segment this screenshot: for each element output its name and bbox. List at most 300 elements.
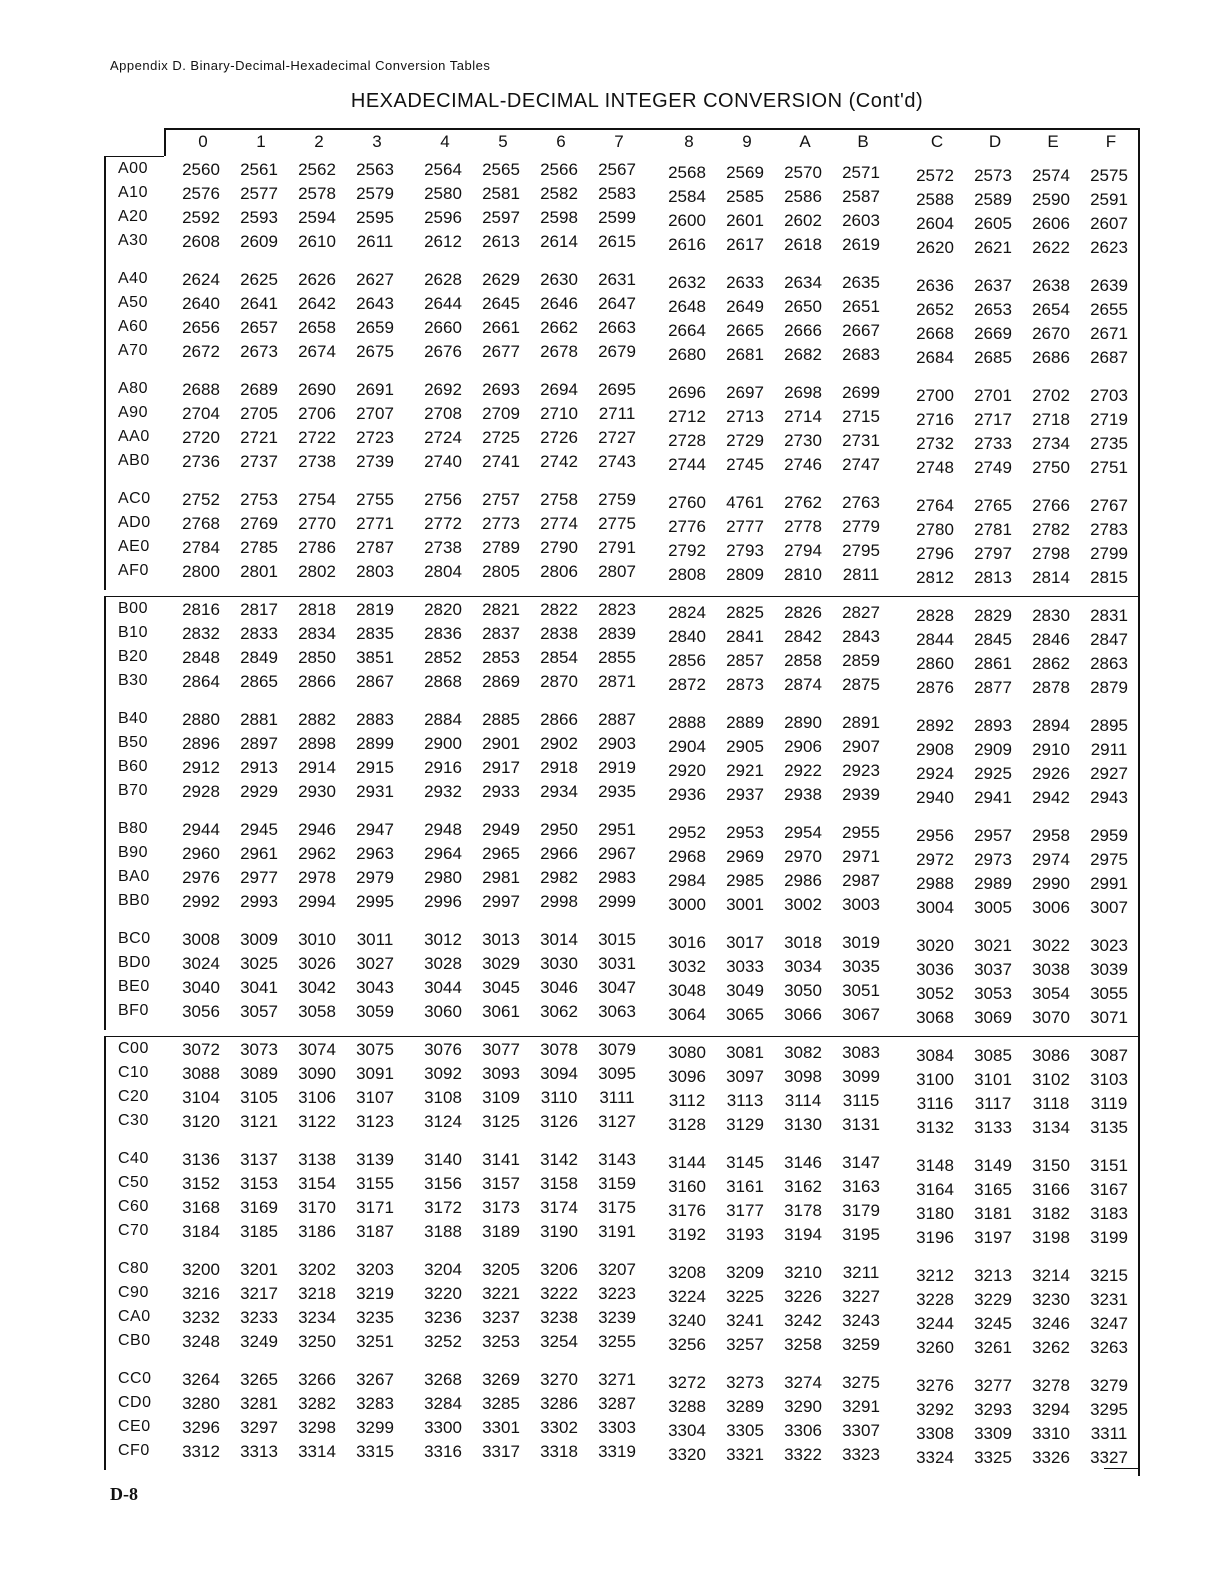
table-cell: 3174 — [540, 1198, 578, 1217]
table-cell: 2936 — [668, 785, 706, 804]
table-cell: 2994 — [298, 892, 336, 911]
table-cell: 2932 — [424, 782, 462, 801]
table-cell: 3301 — [482, 1418, 520, 1437]
table-cell: 3229 — [974, 1290, 1012, 1309]
table-cell: 3133 — [974, 1118, 1012, 1137]
table-cell: 2892 — [916, 716, 954, 735]
row-label: C00 — [118, 1040, 149, 1057]
table-cell: 2730 — [784, 431, 822, 450]
table-cell: 2928 — [182, 782, 220, 801]
table-cell: 2582 — [540, 184, 578, 203]
row-label: CD0 — [118, 1394, 152, 1411]
table-cell: 2848 — [182, 648, 220, 667]
table-cell: 2865 — [240, 672, 278, 691]
table-cell: 2975 — [1090, 850, 1128, 869]
table-cell: 2675 — [356, 342, 394, 361]
table-cell: 2915 — [356, 758, 394, 777]
table-cell: 2599 — [598, 208, 636, 227]
table-cell: 2686 — [1032, 348, 1070, 367]
table-cell: 3181 — [974, 1204, 1012, 1223]
table-cell: 3032 — [668, 957, 706, 976]
row-label: B00 — [118, 600, 148, 617]
table-cell: 2628 — [424, 270, 462, 289]
table-cell: 2623 — [1090, 238, 1128, 257]
table-cell: 2866 — [298, 672, 336, 691]
conversion-table — [104, 128, 1140, 1476]
table-cell: 3274 — [784, 1373, 822, 1392]
table-cell: 3211 — [842, 1263, 880, 1282]
table-cell: 2993 — [240, 892, 278, 911]
table-cell: 3144 — [668, 1153, 706, 1172]
table-cell: 2696 — [668, 383, 706, 402]
table-cell: 2900 — [424, 734, 462, 753]
table-cell: 2835 — [356, 624, 394, 643]
table-cell: 3073 — [240, 1040, 278, 1059]
table-cell: 2700 — [916, 386, 954, 405]
table-cell: 2725 — [482, 428, 520, 447]
table-cell: 3243 — [842, 1311, 880, 1330]
table-cell: 2571 — [842, 163, 880, 182]
table-cell: 2979 — [356, 868, 394, 887]
table-cell: 2657 — [240, 318, 278, 337]
table-cell: 3130 — [784, 1115, 822, 1134]
table-cell: 2752 — [182, 490, 220, 509]
table-cell: 2841 — [726, 627, 764, 646]
table-cell: 2616 — [668, 235, 706, 254]
table-cell: 3002 — [784, 895, 822, 914]
group-left-rule — [104, 1036, 106, 1470]
table-cell: 3107 — [356, 1088, 394, 1107]
row-label: B30 — [118, 672, 148, 689]
table-cell: 3268 — [424, 1370, 462, 1389]
table-cell: 2937 — [726, 785, 764, 804]
table-cell: 2919 — [598, 758, 636, 777]
table-cell: 3326 — [1032, 1448, 1070, 1467]
table-cell: 2591 — [1090, 190, 1128, 209]
table-cell: 2850 — [298, 648, 336, 667]
page-number: D-8 — [110, 1484, 138, 1504]
table-cell: 2866 — [540, 710, 578, 729]
table-cell: 3242 — [784, 1311, 822, 1330]
table-cell: 2845 — [974, 630, 1012, 649]
table-cell: 3147 — [842, 1153, 880, 1172]
table-cell: 3180 — [916, 1204, 954, 1223]
table-cell: 3283 — [356, 1394, 394, 1413]
table-row — [104, 380, 1140, 404]
table-row — [104, 294, 1140, 318]
table-cell: 2946 — [298, 820, 336, 839]
table-cell: 3081 — [726, 1043, 764, 1062]
table-cell: 2916 — [424, 758, 462, 777]
table-cell: 2783 — [1090, 520, 1128, 539]
table-cell: 3030 — [540, 954, 578, 973]
table-cell: 2960 — [182, 844, 220, 863]
table-cell: 2574 — [1032, 166, 1070, 185]
table-cell: 2658 — [298, 318, 336, 337]
table-cell: 2691 — [356, 380, 394, 399]
table-row — [104, 1418, 1140, 1442]
table-cell: 2804 — [424, 562, 462, 581]
table-cell: 3309 — [974, 1424, 1012, 1443]
table-row — [104, 930, 1140, 954]
table-cell: 3149 — [974, 1156, 1012, 1175]
column-header: E — [1047, 132, 1059, 151]
table-cell: 3136 — [182, 1150, 220, 1169]
table-cell: 2879 — [1090, 678, 1128, 697]
table-cell: 3084 — [916, 1046, 954, 1065]
table-cell: 2899 — [356, 734, 394, 753]
table-cell: 2992 — [182, 892, 220, 911]
table-cell: 2944 — [182, 820, 220, 839]
table-cell: 2759 — [598, 490, 636, 509]
table-cell: 3266 — [298, 1370, 336, 1389]
table-cell: 2856 — [668, 651, 706, 670]
row-label: AA0 — [118, 428, 150, 445]
table-cell: 2637 — [974, 276, 1012, 295]
table-cell: 2608 — [182, 232, 220, 251]
table-cell: 2594 — [298, 208, 336, 227]
table-cell: 2987 — [842, 871, 880, 890]
table-cell: 2732 — [916, 434, 954, 453]
table-cell: 2689 — [240, 380, 278, 399]
table-cell: 3255 — [598, 1332, 636, 1351]
table-cell: 2609 — [240, 232, 278, 251]
table-cell: 3027 — [356, 954, 394, 973]
table-cell: 3167 — [1090, 1180, 1128, 1199]
table-cell: 3199 — [1090, 1228, 1128, 1247]
table-cell: 2861 — [974, 654, 1012, 673]
table-cell: 2857 — [726, 651, 764, 670]
table-cell: 3277 — [974, 1376, 1012, 1395]
table-cell: 2611 — [356, 232, 394, 251]
table-cell: 2808 — [668, 565, 706, 584]
row-label: C80 — [118, 1260, 149, 1277]
table-cell: 3177 — [726, 1201, 764, 1220]
row-label: A80 — [118, 380, 148, 397]
table-cell: 2731 — [842, 431, 880, 450]
table-cell: 3120 — [182, 1112, 220, 1131]
table-cell: 3076 — [424, 1040, 462, 1059]
table-cell: 3286 — [540, 1394, 578, 1413]
table-cell: 2678 — [540, 342, 578, 361]
table-cell: 3131 — [842, 1115, 880, 1134]
table-cell: 2709 — [482, 404, 520, 423]
table-cell: 3102 — [1032, 1070, 1070, 1089]
table-row — [104, 428, 1140, 452]
table-cell: 2633 — [726, 273, 764, 292]
table-cell: 3327 — [1090, 1448, 1128, 1467]
table-cell: 2604 — [916, 214, 954, 233]
table-cell: 3285 — [482, 1394, 520, 1413]
table-cell: 3216 — [182, 1284, 220, 1303]
table-cell: 3054 — [1032, 984, 1070, 1003]
table-cell: 3273 — [726, 1373, 764, 1392]
table-cell: 2778 — [784, 517, 822, 536]
table-cell: 2656 — [182, 318, 220, 337]
table-cell: 2967 — [598, 844, 636, 863]
table-cell: 2666 — [784, 321, 822, 340]
table-cell: 2660 — [424, 318, 462, 337]
table-cell: 2947 — [356, 820, 394, 839]
table-cell: 3045 — [482, 978, 520, 997]
table-cell: 2868 — [424, 672, 462, 691]
table-cell: 3155 — [356, 1174, 394, 1193]
table-cell: 2610 — [298, 232, 336, 251]
table-cell: 2818 — [298, 600, 336, 619]
table-cell: 3074 — [298, 1040, 336, 1059]
table-cell: 2588 — [916, 190, 954, 209]
table-cell: 2814 — [1032, 568, 1070, 587]
table-cell: 2810 — [784, 565, 822, 584]
table-cell: 3085 — [974, 1046, 1012, 1065]
table-cell: 2579 — [356, 184, 394, 203]
table-cell: 2898 — [298, 734, 336, 753]
table-cell: 3041 — [240, 978, 278, 997]
table-cell: 3132 — [916, 1118, 954, 1137]
table-cell: 3240 — [668, 1311, 706, 1330]
row-label: AC0 — [118, 490, 151, 507]
table-row — [104, 1308, 1140, 1332]
table-cell: 2758 — [540, 490, 578, 509]
table-cell: 2659 — [356, 318, 394, 337]
table-cell: 3236 — [424, 1308, 462, 1327]
table-cell: 3222 — [540, 1284, 578, 1303]
table-cell: 2941 — [974, 788, 1012, 807]
table-cell: 3005 — [974, 898, 1012, 917]
table-cell: 2568 — [668, 163, 706, 182]
table-cell: 3034 — [784, 957, 822, 976]
table-cell: 2744 — [668, 455, 706, 474]
table-cell: 2884 — [424, 710, 462, 729]
table-cell: 2836 — [424, 624, 462, 643]
table-row — [104, 954, 1140, 978]
table-cell: 2685 — [974, 348, 1012, 367]
table-cell: 2881 — [240, 710, 278, 729]
table-cell: 2669 — [974, 324, 1012, 343]
table-cell: 2926 — [1032, 764, 1070, 783]
row-label: CE0 — [118, 1418, 151, 1435]
table-row — [104, 1112, 1140, 1136]
table-cell: 3094 — [540, 1064, 578, 1083]
table-cell: 3284 — [424, 1394, 462, 1413]
table-cell: 3052 — [916, 984, 954, 1003]
table-cell: 3119 — [1090, 1094, 1128, 1113]
table-cell: 2769 — [240, 514, 278, 533]
table-cell: 2575 — [1090, 166, 1128, 185]
table-cell: 2573 — [974, 166, 1012, 185]
table-cell: 2984 — [668, 871, 706, 890]
table-cell: 2605 — [974, 214, 1012, 233]
table-cell: 3069 — [974, 1008, 1012, 1027]
table-cell: 3001 — [726, 895, 764, 914]
table-cell: 2753 — [240, 490, 278, 509]
table-cell: 3029 — [482, 954, 520, 973]
table-cell: 2634 — [784, 273, 822, 292]
table-cell: 3297 — [240, 1418, 278, 1437]
table-cell: 2705 — [240, 404, 278, 423]
column-header: 6 — [556, 132, 566, 151]
table-cell: 2773 — [482, 514, 520, 533]
table-cell: 2770 — [298, 514, 336, 533]
column-header: D — [988, 132, 1002, 151]
table-cell: 3011 — [356, 930, 394, 949]
table-cell: 2870 — [540, 672, 578, 691]
table-cell: 2834 — [298, 624, 336, 643]
table-cell: 2905 — [726, 737, 764, 756]
table-cell: 3091 — [356, 1064, 394, 1083]
table-cell: 2978 — [298, 868, 336, 887]
table-row — [104, 600, 1140, 624]
table-cell: 2739 — [356, 452, 394, 471]
row-label: C30 — [118, 1112, 149, 1129]
table-cell: 3059 — [356, 1002, 394, 1021]
table-cell: 3065 — [726, 1005, 764, 1024]
table-cell: 3092 — [424, 1064, 462, 1083]
table-cell: 3189 — [482, 1222, 520, 1241]
table-cell: 3227 — [842, 1287, 880, 1306]
table-cell: 3206 — [540, 1260, 578, 1279]
table-cell: 3851 — [356, 648, 394, 667]
table-cell: 3083 — [842, 1043, 880, 1062]
table-cell: 3230 — [1032, 1290, 1070, 1309]
table-cell: 3009 — [240, 930, 278, 949]
table-cell: 3097 — [726, 1067, 764, 1086]
table-row — [104, 1198, 1140, 1222]
table-cell: 2584 — [668, 187, 706, 206]
row-label: BE0 — [118, 978, 150, 995]
table-cell: 3139 — [356, 1150, 394, 1169]
table-cell: 2652 — [916, 300, 954, 319]
table-cell: 2847 — [1090, 630, 1128, 649]
table-cell: 3058 — [298, 1002, 336, 1021]
table-cell: 3060 — [424, 1002, 462, 1021]
table-cell: 2954 — [784, 823, 822, 842]
table-cell: 3061 — [482, 1002, 520, 1021]
table-cell: 2607 — [1090, 214, 1128, 233]
row-label: A10 — [118, 184, 148, 201]
table-row — [104, 1040, 1140, 1064]
row-label: A30 — [118, 232, 148, 249]
row-label: AF0 — [118, 562, 149, 579]
table-cell: 2780 — [916, 520, 954, 539]
table-cell: 3017 — [726, 933, 764, 952]
table-cell: 2817 — [240, 600, 278, 619]
table-cell: 3224 — [668, 1287, 706, 1306]
table-cell: 3068 — [916, 1008, 954, 1027]
table-cell: 2844 — [916, 630, 954, 649]
table-cell: 3190 — [540, 1222, 578, 1241]
table-cell: 2823 — [598, 600, 636, 619]
table-cell: 2576 — [182, 184, 220, 203]
table-cell: 2621 — [974, 238, 1012, 257]
table-cell: 2858 — [784, 651, 822, 670]
table-cell: 2670 — [1032, 324, 1070, 343]
table-cell: 3056 — [182, 1002, 220, 1021]
table-cell: 2840 — [668, 627, 706, 646]
table-cell: 2617 — [726, 235, 764, 254]
table-cell: 3093 — [482, 1064, 520, 1083]
table-cell: 2912 — [182, 758, 220, 777]
table-cell: 3153 — [240, 1174, 278, 1193]
table-cell: 3231 — [1090, 1290, 1128, 1309]
table-cell: 3158 — [540, 1174, 578, 1193]
column-header: B — [857, 132, 869, 151]
table-cell: 2800 — [182, 562, 220, 581]
table-cell: 2930 — [298, 782, 336, 801]
table-cell: 2663 — [598, 318, 636, 337]
table-cell: 2802 — [298, 562, 336, 581]
table-cell: 3111 — [599, 1088, 635, 1107]
table-cell: 2924 — [916, 764, 954, 783]
table-cell: 3237 — [482, 1308, 520, 1327]
table-cell: 2999 — [598, 892, 636, 911]
table-cell: 2757 — [482, 490, 520, 509]
table-cell: 3141 — [482, 1150, 520, 1169]
table-cell: 3280 — [182, 1394, 220, 1413]
table-cell: 2863 — [1090, 654, 1128, 673]
table-cell: 2782 — [1032, 520, 1070, 539]
table-row — [104, 184, 1140, 208]
table-cell: 2929 — [240, 782, 278, 801]
table-cell: 2925 — [974, 764, 1012, 783]
table-cell: 2577 — [240, 184, 278, 203]
table-cell: 2923 — [842, 761, 880, 780]
table-cell: 2736 — [182, 452, 220, 471]
table-cell: 2683 — [842, 345, 880, 364]
column-header-row — [164, 128, 1140, 156]
table-cell: 2980 — [424, 868, 462, 887]
table-cell: 3191 — [598, 1222, 636, 1241]
table-cell: 2803 — [356, 562, 394, 581]
table-cell: 2943 — [1090, 788, 1128, 807]
table-cell: 3258 — [784, 1335, 822, 1354]
table-cell: 2945 — [240, 820, 278, 839]
table-cell: 3213 — [974, 1266, 1012, 1285]
table-cell: 3296 — [182, 1418, 220, 1437]
table-cell: 3203 — [356, 1260, 394, 1279]
table-cell: 3263 — [1090, 1338, 1128, 1357]
table-cell: 2630 — [540, 270, 578, 289]
table-cell: 3239 — [598, 1308, 636, 1327]
table-cell: 2721 — [240, 428, 278, 447]
table-cell: 3169 — [240, 1198, 278, 1217]
table-cell: 2687 — [1090, 348, 1128, 367]
table-cell: 2642 — [298, 294, 336, 313]
table-cell: 3165 — [974, 1180, 1012, 1199]
table-cell: 3226 — [784, 1287, 822, 1306]
table-cell: 2756 — [424, 490, 462, 509]
table-cell: 3079 — [598, 1040, 636, 1059]
table-cell: 3253 — [482, 1332, 520, 1351]
table-cell: 3186 — [298, 1222, 336, 1241]
table-cell: 3292 — [916, 1400, 954, 1419]
table-cell: 2896 — [182, 734, 220, 753]
table-cell: 3050 — [784, 981, 822, 1000]
table-cell: 3257 — [726, 1335, 764, 1354]
table-cell: 3179 — [842, 1201, 880, 1220]
table-cell: 3172 — [424, 1198, 462, 1217]
table-cell: 3157 — [482, 1174, 520, 1193]
table-cell: 2613 — [482, 232, 520, 251]
table-row — [104, 1442, 1140, 1466]
table-cell: 2988 — [916, 874, 954, 893]
table-row — [104, 820, 1140, 844]
table-cell: 2562 — [298, 160, 336, 179]
table-cell: 2716 — [916, 410, 954, 429]
table-cell: 2917 — [482, 758, 520, 777]
table-cell: 2885 — [482, 710, 520, 729]
table-cell: 3135 — [1090, 1118, 1128, 1137]
